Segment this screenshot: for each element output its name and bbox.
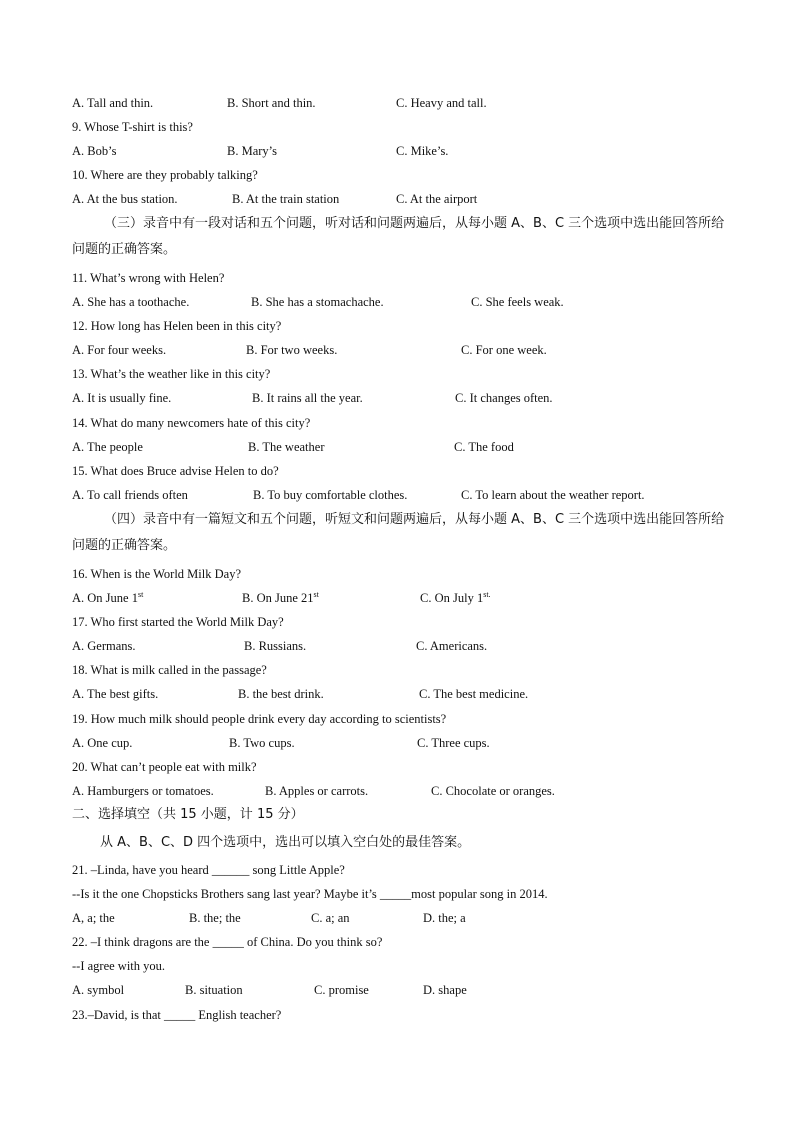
section-3-instructions: （三）录音中有一段对话和五个问题，听对话和问题两遍后，从每小题 A、B、C 三个选项中选出能回答所给问题的正确答案。	[72, 216, 725, 257]
q16-option-a-text: A. On June 1	[72, 591, 138, 605]
q16-option-c-sup: st.	[483, 589, 491, 599]
q15-option-c: C. To learn about the weather report.	[461, 488, 645, 502]
q19-option-a: A. One cup.	[72, 736, 133, 750]
q18-options	[72, 685, 734, 703]
q21-line-2: --Is it the one Chopsticks Brothers sang last year? Maybe it’s _____most popular song in 2014.	[72, 887, 548, 901]
q15-stem: 15. What does Bruce advise Helen to do?	[72, 464, 279, 478]
q11-option-b: B. She has a stomachache.	[251, 295, 384, 309]
q19-option-b: B. Two cups.	[229, 736, 295, 750]
q10-option-a: A. At the bus station.	[72, 192, 178, 206]
q20-options	[72, 782, 734, 800]
q13-option-c: C. It changes often.	[455, 391, 553, 405]
q22-option-c: C. promise	[314, 983, 369, 997]
q19-options	[72, 734, 734, 752]
q11-stem: 11. What’s wrong with Helen?	[72, 271, 225, 285]
q20-option-b: B. Apples or carrots.	[265, 784, 369, 798]
section-4-instructions: （四）录音中有一篇短文和五个问题，听短文和问题两遍后，从每小题 A、B、C 三个选项中选出能回答所给问题的正确答案。	[72, 512, 725, 553]
q8-option-b: B. Short and thin.	[227, 96, 316, 110]
q18-stem: 18. What is milk called in the passage?	[72, 663, 267, 677]
q11-option-a: A. She has a toothache.	[72, 295, 190, 309]
q12-options	[72, 341, 734, 359]
q8-option-a: A. Tall and thin.	[72, 96, 154, 110]
q16-option-c	[420, 589, 491, 607]
q16-option-b-sup: st	[313, 589, 319, 599]
q10-options	[72, 190, 734, 208]
q22-option-a: A. symbol	[72, 983, 125, 997]
q16-options	[72, 589, 734, 607]
q21-line-1: 21. –Linda, have you heard ______ song Little Apple?	[72, 863, 345, 877]
q11-options	[72, 293, 734, 311]
q9-options	[72, 142, 734, 160]
q14-option-b: B. The weather	[248, 440, 325, 454]
q16-option-b-text: B. On June 21	[242, 591, 314, 605]
q21-options	[72, 909, 734, 927]
q14-option-c: C. The food	[454, 440, 514, 454]
q16-option-b	[242, 589, 319, 607]
q17-option-c: C. Americans.	[416, 639, 488, 653]
q22-option-d: D. shape	[423, 983, 467, 997]
q19-stem: 19. How much milk should people drink every day according to scientists?	[72, 712, 447, 726]
q14-options	[72, 438, 734, 456]
q11-option-c: C. She feels weak.	[471, 295, 564, 309]
q21-option-d: D. the; a	[423, 911, 466, 925]
q14-stem: 14. What do many newcomers hate of this city?	[72, 416, 311, 430]
q12-stem: 12. How long has Helen been in this city?	[72, 319, 282, 333]
q12-option-b: B. For two weeks.	[246, 343, 338, 357]
q22-options	[72, 981, 734, 999]
q18-option-b: B. the best drink.	[238, 687, 324, 701]
q14-option-a: A. The people	[72, 440, 143, 454]
q13-option-b: B. It rains all the year.	[252, 391, 363, 405]
q12-option-a: A. For four weeks.	[72, 343, 167, 357]
q9-option-c: C. Mike’s.	[396, 144, 449, 158]
q10-option-c: C. At the airport	[396, 192, 478, 206]
q18-option-c: C. The best medicine.	[419, 687, 529, 701]
q10-option-b: B. At the train station	[232, 192, 340, 206]
q18-option-a: A. The best gifts.	[72, 687, 159, 701]
q15-options	[72, 486, 734, 504]
q9-stem: 9. Whose T-shirt is this?	[72, 120, 193, 134]
q20-option-c: C. Chocolate or oranges.	[431, 784, 555, 798]
q13-options	[72, 389, 734, 407]
q21-option-c: C. a; an	[311, 911, 350, 925]
q13-option-a: A. It is usually fine.	[72, 391, 172, 405]
q21-option-a: A, a; the	[72, 911, 115, 925]
q17-option-b: B. Russians.	[244, 639, 307, 653]
part-2-title: 二、选择填空（共 15 小题，计 15 分）	[72, 807, 304, 822]
q17-option-a: A. Germans.	[72, 639, 136, 653]
q17-options	[72, 637, 734, 655]
q23-line-1: 23.–David, is that _____ English teacher?	[72, 1008, 282, 1022]
q8-option-c: C. Heavy and tall.	[396, 96, 487, 110]
q15-option-a: A. To call friends often	[72, 488, 188, 502]
q16-option-c-text: C. On July 1	[420, 591, 484, 605]
q9-option-a: A. Bob’s	[72, 144, 117, 158]
q9-option-b: B. Mary’s	[227, 144, 277, 158]
q22-line-1: 22. –I think dragons are the _____ of China. Do you think so?	[72, 935, 383, 949]
q16-option-a-sup: st	[137, 589, 144, 599]
q8-options	[72, 94, 734, 112]
q10-stem: 10. Where are they probably talking?	[72, 168, 258, 182]
q20-option-a: A. Hamburgers or tomatoes.	[72, 784, 214, 798]
q21-option-b: B. the; the	[189, 911, 241, 925]
q15-option-b: B. To buy comfortable clothes.	[253, 488, 408, 502]
part-2-instructions: 从 A、B、C、D 四个选项中，选出可以填入空白处的最佳答案。	[100, 835, 471, 850]
q17-stem: 17. Who first started the World Milk Day?	[72, 615, 284, 629]
q13-stem: 13. What’s the weather like in this city?	[72, 367, 271, 381]
q16-option-a	[72, 589, 143, 607]
q16-stem: 16. When is the World Milk Day?	[72, 567, 241, 581]
q22-line-2: --I agree with you.	[72, 959, 166, 973]
q12-option-c: C. For one week.	[461, 343, 547, 357]
q20-stem: 20. What can’t people eat with milk?	[72, 760, 257, 774]
q22-option-b: B. situation	[185, 983, 243, 997]
q19-option-c: C. Three cups.	[417, 736, 490, 750]
